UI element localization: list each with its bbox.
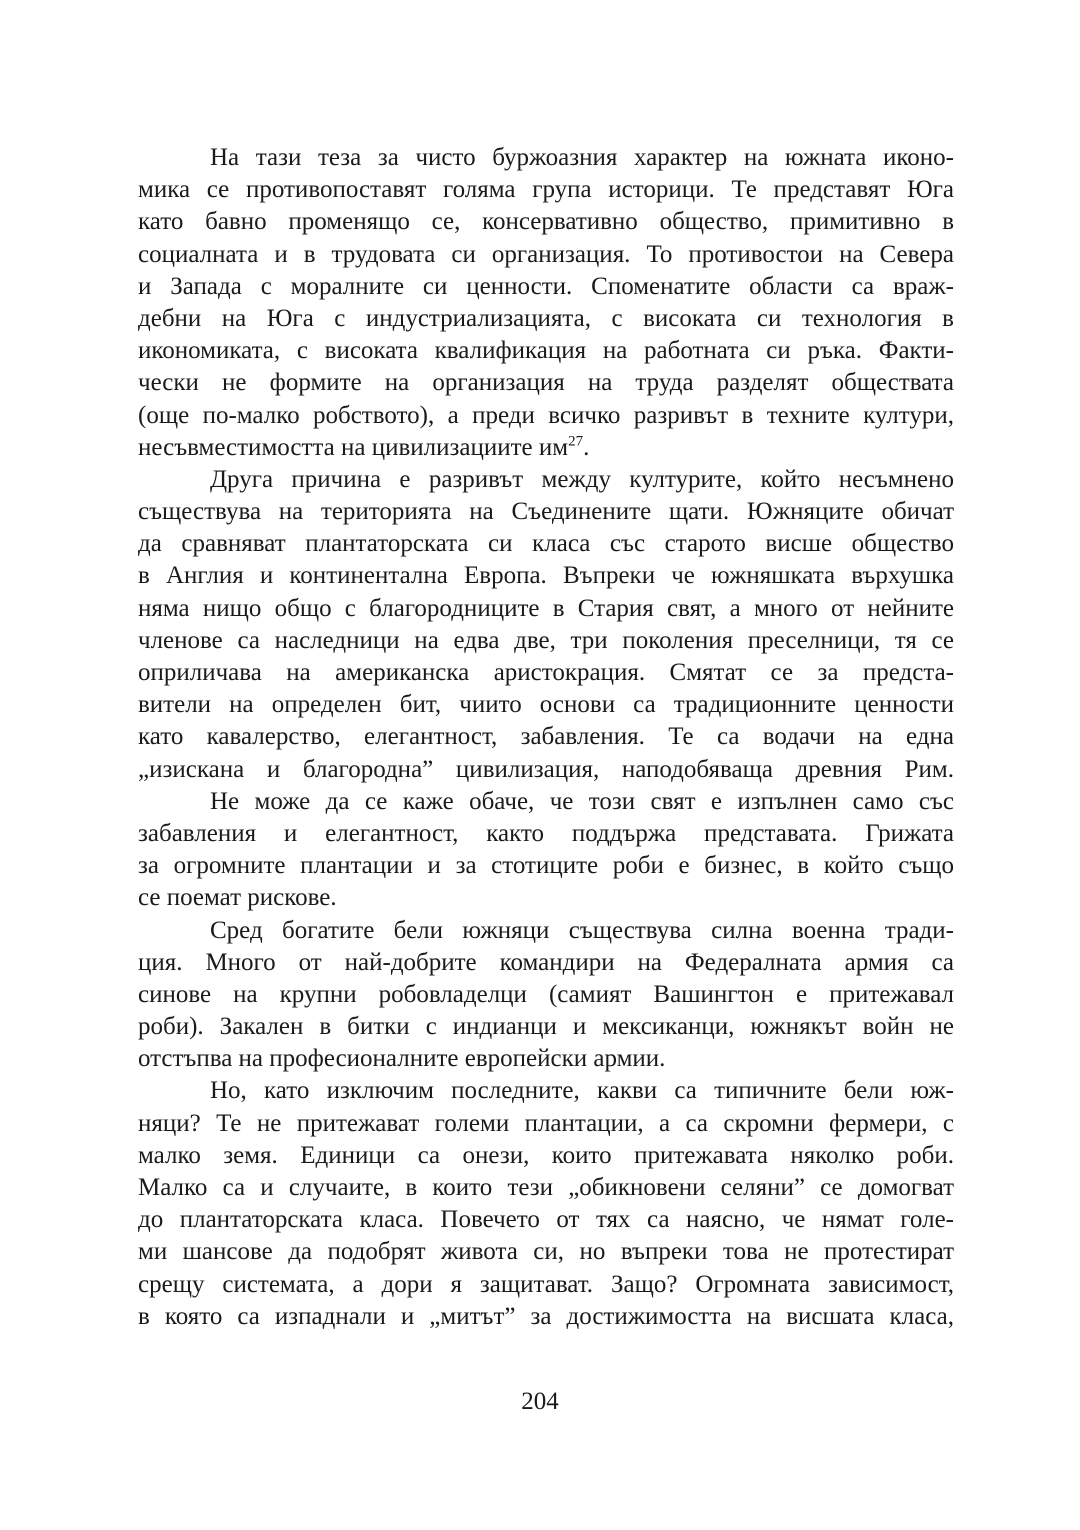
text-line: в която са изпаднали и „митът” за достижимостта на висшата класа,	[138, 1302, 954, 1330]
paragraph	[138, 915, 954, 1076]
text-line: няма нищо общо с благородниците в Стария свят, а много от нейните	[138, 594, 954, 622]
text-line: Но, като изключим последните, какви са типичните бели юж-	[210, 1077, 954, 1105]
text-line: социалната и в трудовата си организация. То противостои на Севера	[138, 240, 954, 268]
text-line: „изискана и благородна” цивилизация, наподобяваща древния Рим.	[138, 755, 954, 783]
text-line: няци? Те не притежават големи плантации, а са скромни фермери, с	[138, 1109, 954, 1137]
text-line: (още по-малко робството), а преди всичко разривът в техните култури,	[138, 401, 954, 429]
text-line: вители на определен бит, чиито основи са традиционните ценности	[138, 691, 954, 719]
paragraph	[138, 142, 954, 464]
text-line: като бавно променящо се, консервативно общество, примитивно в	[138, 208, 954, 236]
text-line: малко земя. Единици са онези, които притежавата няколко роби.	[138, 1141, 954, 1169]
text-line: ми шансове да подобрят живота си, но въпреки това не протестират	[138, 1238, 954, 1266]
text-line: да сравняват плантаторската си класа със старото висше общество	[138, 530, 954, 558]
text-line: се поемат рискове.	[138, 884, 337, 912]
text-line: мика се противопоставят голяма група историци. Те представят Юга	[138, 176, 954, 204]
paragraph	[138, 786, 954, 915]
text-line: в Англия и континентална Европа. Въпреки че южняшката върхушка	[138, 562, 954, 590]
text-fragment: .	[583, 433, 590, 461]
text-line: Не може да се каже обаче, че този свят е изпълнен само със	[210, 787, 954, 815]
text-line: отстъпва на професионалните европейски армии.	[138, 1045, 666, 1073]
text-line: членове са наследници на едва две, три поколения преселници, тя се	[138, 626, 954, 654]
text-line: Сред богатите бели южняци съществува силна военна тради-	[210, 916, 954, 944]
text-line: На тази теза за чисто буржоазния характер на южната иконо-	[210, 144, 954, 171]
text-line: до плантаторската класа. Повечето от тях са наясно, че нямат голе-	[138, 1206, 954, 1234]
text-line: чески не формите на организация на труда разделят обществата	[138, 369, 954, 397]
text-line: синове на крупни робовладелци (самият Вашингтон е притежавал	[138, 980, 954, 1008]
text-line: икономиката, с високата квалификация на работната си ръка. Факти-	[138, 337, 954, 365]
paragraph	[138, 1075, 954, 1333]
paragraph	[138, 464, 954, 786]
text-line: Малко са и случаите, в които тези „обикновени селяни” се домогват	[138, 1174, 954, 1201]
footnote-reference: 27	[568, 433, 584, 450]
text-line: оприличава на американска аристокрация. Смятат се за предста-	[138, 659, 954, 686]
text-line: срещу системата, а дори я защитават. Защо? Огромната зависимост,	[138, 1270, 954, 1298]
text-line: като кавалерство, елегантност, забавления. Те са водачи на една	[138, 723, 954, 751]
text-line: за огромните плантации и за стотиците роби е бизнес, в който също	[138, 852, 954, 880]
text-fragment: несъвместимостта на цивилизациите им	[138, 433, 569, 461]
text-line: съществува на територията на Съединените щати. Южняците обичат	[138, 498, 954, 526]
text-line: Друга причина е разривът между културите, който несъмнено	[210, 465, 954, 493]
text-line: и Запада с моралните си ценности. Споменатите области са враж-	[138, 272, 954, 300]
text-line: забавления и елегантност, както поддържа представата. Грижата	[138, 819, 954, 847]
page-body	[138, 142, 954, 1333]
page-number: 204	[521, 1388, 559, 1415]
text-line: дебни на Юга с индустриализацията, с високата си технология в	[138, 304, 954, 332]
text-line	[138, 432, 954, 464]
text-line: роби). Закален в битки с индианци и мексиканци, южнякът войн не	[138, 1013, 954, 1041]
text-line: ция. Много от най-добрите командири на Федералната армия са	[138, 948, 954, 976]
